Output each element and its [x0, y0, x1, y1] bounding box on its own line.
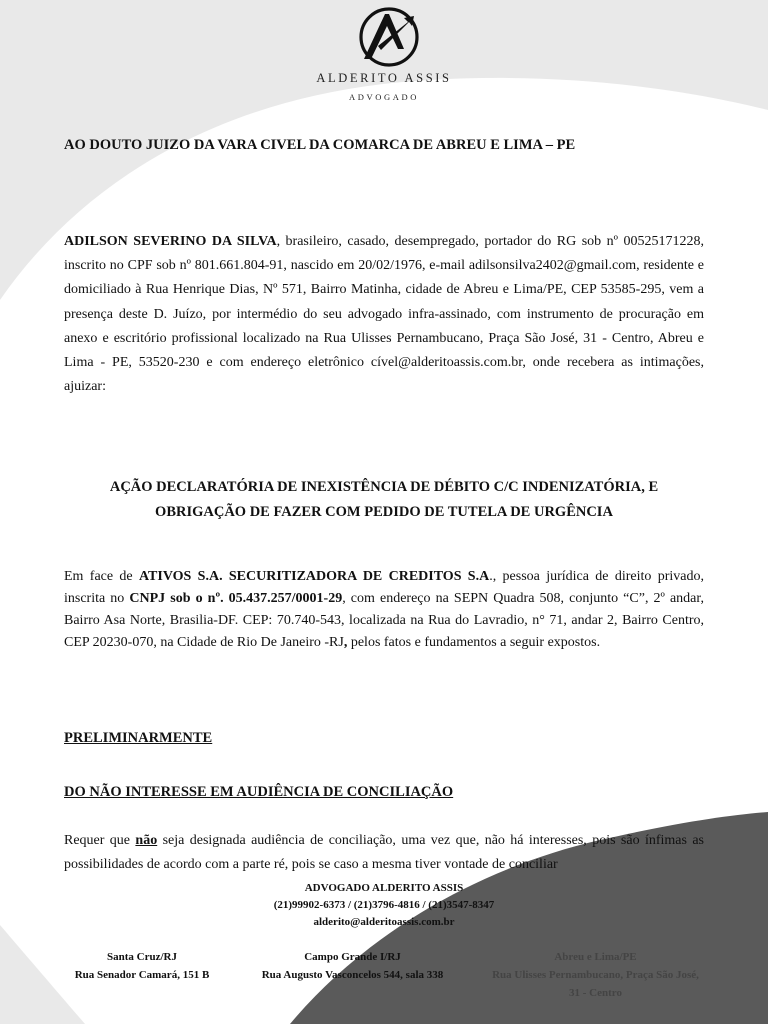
office-city: Santa Cruz/RJ [107, 951, 177, 963]
office-campo-grande [245, 948, 460, 984]
office-address: Rua Ulisses Pernambucano, Praça São José, 31 - Centro [492, 969, 699, 999]
defendant-comma: , [343, 635, 348, 650]
brand-subtitle: ADVOGADO [349, 92, 419, 102]
office-address: Rua Senador Camará, 151 B [74, 969, 210, 981]
plaintiff-paragraph [64, 230, 704, 399]
conciliation-intro: Requer que [64, 833, 136, 848]
section-preliminary: PRELIMINARMENTE [64, 730, 213, 746]
action-title [40, 475, 728, 525]
office-city: Campo Grande I/RJ [304, 951, 401, 963]
section-no-conciliation: DO NÃO INTERESSE EM AUDIÊNCIA DE CONCILIAÇÃO [64, 784, 454, 800]
defendant-company: ATIVOS S.A. SECURITIZADORA DE CREDITOS S.A [138, 569, 490, 584]
office-abreu-e-lima [488, 948, 703, 1002]
defendant-cnpj: CNPJ sob o nº. 05.437.257/0001-29 [129, 591, 343, 606]
office-city: Abreu e Lima/PE [554, 951, 637, 963]
monogram-a-logo [354, 4, 424, 70]
brand-name: ALDERITO ASSIS [316, 71, 452, 85]
footer-firm: ADVOGADO ALDERITO ASSIS [304, 882, 464, 894]
action-title-line1: AÇÃO DECLARATÓRIA DE INEXISTÊNCIA DE DÉBITO C/C INDENIZATÓRIA, E [109, 479, 659, 495]
emphasis-nao: não [135, 833, 158, 848]
court-heading: AO DOUTO JUIZO DA VARA CIVEL DA COMARCA DE ABREU E LIMA – PE [64, 137, 576, 153]
defendant-text-2: , com endereço na SEPN Quadra 508, conjunto “C”, 2º andar, Bairro Asa Norte, Brasilia-DF. CEP: 70.740-543, localizada na Rua do Lavradio, n° 71, andar 2, Bairro Centro, CEP 20230-070, na Cidade de Rio De Janeiro -RJ [64, 591, 704, 650]
defendant-paragraph [64, 566, 704, 654]
defendant-text-1: ., pessoa jurídica de direito privado, inscrita no [64, 569, 704, 606]
office-santa-cruz [62, 948, 222, 984]
conciliation-paragraph [64, 829, 704, 877]
footer-email: alderito@alderitoassis.com.br [313, 916, 455, 928]
plaintiff-name: ADILSON SEVERINO DA SILVA [64, 234, 277, 249]
action-title-line2: OBRIGAÇÃO DE FAZER COM PEDIDO DE TUTELA DE URGÊNCIA [155, 504, 613, 520]
office-address: Rua Augusto Vasconcelos 544, sala 338 [261, 969, 444, 981]
conciliation-text: seja designada audiência de conciliação, uma vez que, não há interesses, pois são ínfimas as possibilidades de acordo com a parte ré, pois se caso a mesma tiver vontade de conciliar [64, 833, 704, 873]
defendant-intro: Em face de [64, 569, 139, 584]
plaintiff-details: , brasileiro, casado, desempregado, portador do RG sob nº 00525171228, inscrito no CPF sob nº 801.661.804-91, nascido em 20/02/1976, e-mail adilsonsilva2402@gmail.com, residente e domiciliado à Rua Henrique Dias, Nº 571, Bairro Matinha, cidade de Abreu e Lima/PE, CEP 53585-295, vem a presença deste D. Juízo, por intermédio do seu advogado infra-assinado, com instrumento de procuração em anexo e escritório profissional localizado na Rua Ulisses Pernambucano, Praça São José, 31 - Centro, Abreu e Lima - PE, 53520-230 e com endereço eletrônico cível@alderitoassis.com.br, onde recebera as intimações, ajuizar: [64, 234, 704, 395]
defendant-text-3: pelos fatos e fundamentos a seguir expostos. [347, 635, 601, 650]
footer-phones: (21)99902-6373 / (21)3796-4816 / (21)3547-8347 [273, 899, 495, 911]
